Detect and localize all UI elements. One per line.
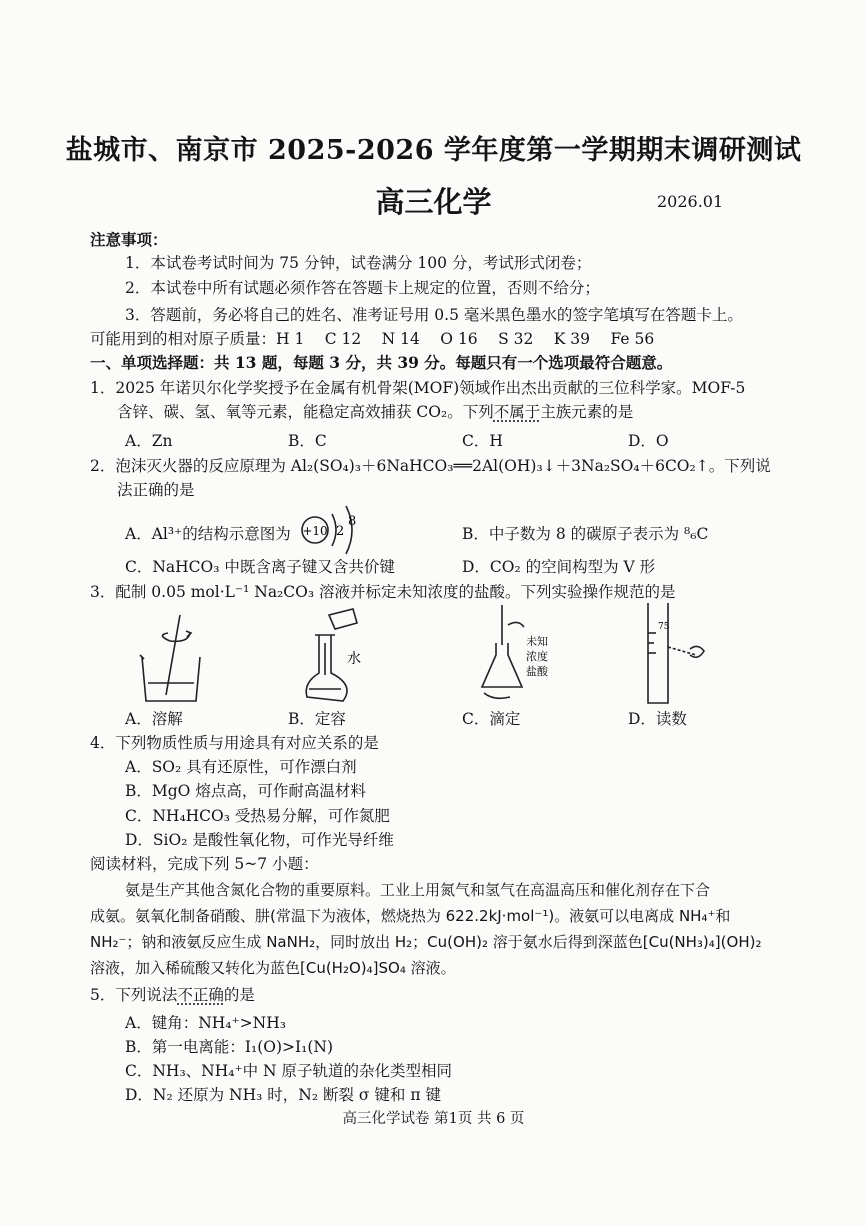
notice-heading: 注意事项： (90, 230, 168, 249)
reading-paragraph-line4: 溶液，加入稀硫酸又转化为蓝色[Cu(H₂O)₄]SO₄ 溶液。 (90, 959, 456, 977)
reading-paragraph-line1: 氨是生产其他含氮化合物的重要原料。工业上用氮气和氢气在高温高压和催化剂存在下合 (125, 881, 711, 899)
reading-paragraph-line3: NH₂⁻；钠和液氨反应生成 NaNH₂，同时放出 H₂；Cu(OH)₂ 溶于氨水后得到深蓝色[Cu(NH₃)₄](OH)₂ (90, 933, 762, 951)
q3-option-d: D．读数 (628, 710, 687, 728)
shell-1-count: 2 (336, 524, 345, 539)
section-heading: 一、单项选择题：共 13 题，每题 3 分，共 39 分。每题只有一个选项最符合题意。 (90, 353, 673, 372)
eye-icon (690, 646, 704, 657)
nucleus-charge: +10 (302, 524, 328, 538)
q2-stem-line2: 法正确的是 (117, 481, 195, 499)
pouring-beaker (329, 609, 357, 629)
q4-stem: 4．下列物质性质与用途具有对应关系的是 (90, 734, 379, 752)
exam-title: 盐城市、南京市 2025-2026 学年度第一学期期末调研测试 (65, 135, 802, 166)
notice-item-3: 3．答题前，务必将自己的姓名、准考证号用 0.5 毫米黑色墨水的签字笔填写在答题卡上。 (125, 306, 743, 324)
dissolving-beaker-diagram (130, 605, 210, 705)
q1-stem-text-b: 主族元素的是 (540, 403, 634, 421)
q2-option-d: D．CO₂ 的空间构型为 V 形 (462, 558, 656, 576)
titration-diagram (474, 605, 564, 705)
q1-option-b: B．C (288, 432, 327, 450)
q1-option-c: C．H (462, 432, 503, 450)
shell-2-count: 8 (348, 514, 357, 529)
q5-emphasis: 不正确 (177, 986, 224, 1004)
q5-option-c: C．NH₃、NH₄⁺中 N 原子轨道的杂化类型相同 (125, 1062, 453, 1080)
atomic-structure-diagram (298, 500, 368, 560)
notice-item-1: 1．本试卷考试时间为 75 分钟，试卷满分 100 分，考试形式闭卷； (125, 254, 592, 272)
q5-stem-text-a: 5．下列说法 (90, 986, 178, 1004)
q1-stem-line2 (117, 401, 633, 423)
q5-option-d: D．N₂ 还原为 NH₃ 时，N₂ 断裂 σ 键和 π 键 (125, 1086, 441, 1104)
q2-option-a: A．Al³⁺的结构示意图为 (125, 525, 291, 543)
q4-option-d: D．SiO₂ 是酸性氧化物，可作光导纤维 (125, 831, 394, 849)
scale-label: 75 (658, 622, 670, 632)
exam-subtitle: 高三化学 (375, 185, 492, 219)
conical-flask (482, 643, 522, 687)
q5-stem-text-b: 的是 (223, 986, 255, 1004)
q2-option-c: C．NaHCO₃ 中既含离子键又含共价键 (125, 558, 395, 576)
graduated-cylinder-diagram (638, 603, 718, 708)
q1-option-a: A．Zn (125, 432, 173, 450)
q3-option-b: B．定容 (288, 710, 346, 728)
q3-stem: 3．配制 0.05 mol·L⁻¹ Na₂CO₃ 溶液并标定未知浓度的盐酸。下列实验操作规范的是 (90, 583, 676, 601)
q3-option-a: A．溶解 (125, 710, 183, 728)
reading-paragraph-line2: 成氨。氨氧化制备硝酸、肼(常温下为液体，燃烧热为 622.2kJ·mol⁻¹)。液氨可以电离成 NH₄⁺和 (90, 907, 731, 925)
q2-option-b: B．中子数为 8 的碳原子表示为 ⁸₆C (462, 525, 709, 543)
q3-option-c: C．滴定 (462, 710, 521, 728)
hand-on-stopcock (508, 622, 524, 627)
q4-option-b: B．MgO 熔点高，可作耐高温材料 (125, 782, 366, 800)
acid-label-1: 未知 (526, 635, 548, 648)
q4-option-a: A．SO₂ 具有还原性，可作漂白剂 (125, 758, 357, 776)
reading-intro: 阅读材料，完成下列 5~7 小题： (90, 855, 319, 873)
atomic-mass-line: 可能用到的相对原子质量：H 1 C 12 N 14 O 16 S 32 K 39 Fe 56 (90, 330, 655, 348)
exam-date: 2026.01 (657, 192, 724, 211)
q1-emphasis: 不属于 (493, 403, 541, 421)
water-label: 水 (347, 651, 361, 667)
volumetric-flask-diagram (295, 605, 375, 705)
q1-option-d: D．O (628, 432, 669, 450)
notice-item-2: 2．本试卷中所有试题必须作答在答题卡上规定的位置，否则不给分； (125, 279, 600, 297)
q5-option-a: A．键角：NH₄⁺>NH₃ (125, 1014, 286, 1032)
hand-swirling (484, 693, 510, 698)
flask-body (306, 635, 347, 701)
stir-arrow-head (186, 631, 191, 637)
q1-stem-text-a: 含锌、碳、氢、氧等元素，能稳定高效捕获 CO₂。下列 (117, 403, 494, 421)
acid-label-3: 盐酸 (526, 665, 548, 678)
acid-label-2: 浓度 (526, 650, 548, 663)
q5-stem (90, 984, 255, 1006)
q1-stem-line1: 1．2025 年诺贝尔化学奖授予在金属有机骨架(MOF)领域作出杰出贡献的三位科学家。MOF-5 (90, 379, 746, 397)
page-footer: 高三化学试卷 第1页 共 6 页 (342, 1111, 525, 1127)
q5-option-b: B．第一电离能：I₁(O)>I₁(N) (125, 1038, 334, 1056)
q2-stem-line1: 2．泡沫灭火器的反应原理为 Al₂(SO₄)₃＋6NaHCO₃══2Al(OH)₃↓＋3Na₂SO₄＋6CO₂↑。下列说 (90, 457, 771, 475)
q4-option-c: C．NH₄HCO₃ 受热易分解，可作氮肥 (125, 807, 390, 825)
